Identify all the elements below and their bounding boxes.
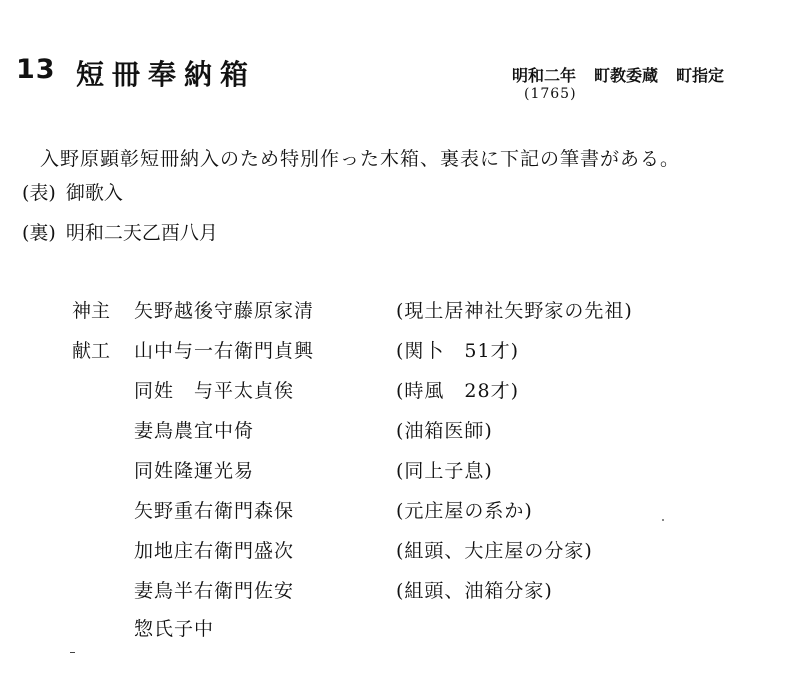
roster-note: (組頭、大庄屋の分家) — [396, 540, 593, 562]
meta-year: (1765) — [524, 86, 577, 102]
section-number: 13 — [16, 54, 56, 85]
roster-role: 神主 — [72, 300, 111, 322]
meta-owner: 町教委蔵 — [594, 66, 659, 85]
roster-role: 献工 — [72, 340, 111, 362]
meta-designation: 町指定 — [676, 66, 725, 85]
item-metadata — [512, 63, 742, 86]
inscription-label: (裏) — [22, 222, 56, 244]
roster-name: 妻鳥農宜中倚 — [134, 420, 255, 442]
roster-note: (元庄屋の系か) — [396, 500, 533, 522]
inscription-text: 明和二天乙酉八月 — [65, 222, 218, 244]
inscription-label: (表) — [22, 182, 56, 204]
section-title: 短冊奉納箱 — [76, 58, 257, 91]
inscription-back — [22, 218, 218, 245]
roster-note: (同上子息) — [396, 460, 493, 482]
roster-note: (現土居神社矢野家の先祖) — [396, 300, 633, 322]
intro-paragraph: 入野原顕彰短冊納入のため特別作った木箱、裏表に下記の筆書がある。 — [40, 148, 681, 170]
roster-name: 妻鳥半右衛門佐安 — [134, 580, 295, 602]
roster-note: (油箱医師) — [396, 420, 493, 442]
roster-note: (時風 28才) — [396, 380, 520, 402]
roster-name: 山中与一右衛門貞興 — [134, 340, 315, 362]
roster-name: 矢野重右衛門森保 — [134, 500, 295, 522]
roster-note: (組頭、油箱分家) — [396, 580, 553, 602]
meta-date: 明和二年 — [512, 66, 577, 85]
roster-note: (関卜 51才) — [396, 340, 520, 362]
roster-name: 加地庄右衛門盛次 — [134, 540, 295, 562]
scan-artifact — [662, 519, 664, 521]
roster-name: 同姓隆運光易 — [134, 460, 255, 482]
inscription-front — [22, 178, 123, 205]
scan-artifact — [70, 652, 75, 653]
inscription-text: 御歌入 — [65, 182, 123, 204]
roster-name: 惣氏子中 — [134, 618, 215, 640]
roster-name: 同姓 与平太貞俟 — [134, 380, 295, 402]
roster-name: 矢野越後守藤原家清 — [134, 300, 315, 322]
